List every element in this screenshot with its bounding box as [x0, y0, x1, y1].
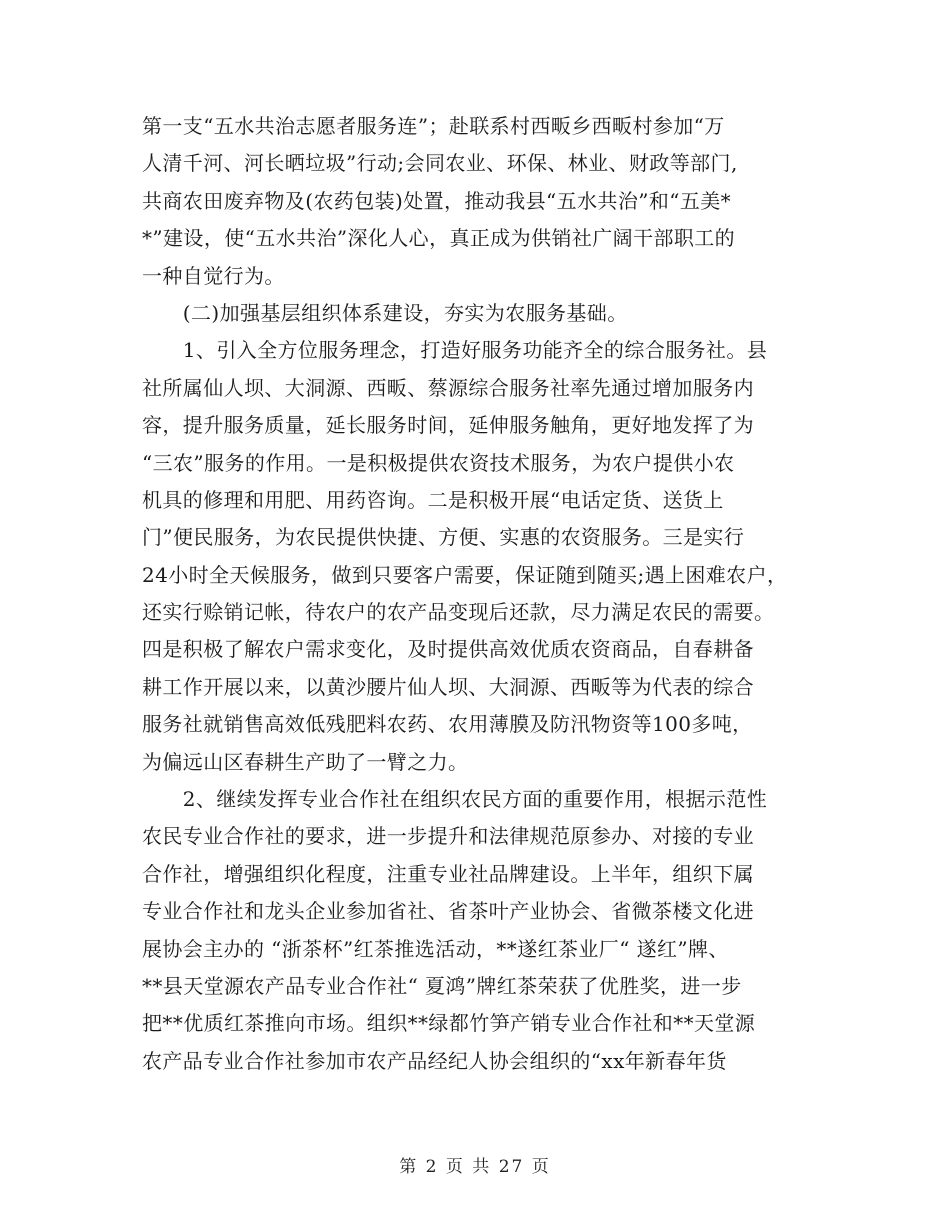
text-line: 第一支“五水共治志愿者服务连”；赴联系村西畈乡西畈村参加“万 — [142, 114, 725, 138]
text-line: 容，提升服务质量，延长服务时间，延伸服务触角，更好地发挥了为 — [142, 413, 754, 438]
text-line: “三农”服务的作用。一是积极提供农资技术服务，为农户提供小农 — [142, 450, 735, 475]
text-line: 一种自觉行为。 — [142, 263, 285, 288]
text-line: 人清千河、河长晒垃圾”行动;会同农业、环保、林业、财政等部门, — [142, 151, 738, 176]
text-line: *”建设，使“五水共治”深化人心，真正成为供销社广阔干部职工的 — [142, 226, 736, 251]
text-line: 门”便民服务，为农民提供快捷、方便、实惠的农资服务。三是实行 — [142, 525, 745, 550]
text-line: 耕工作开展以来，以黄沙腰片仙人坝、大洞源、西畈等为代表的综合 — [142, 674, 754, 699]
text-line: 24小时全天候服务，做到只要客户需要，保证随到随买;遇上困难农户， — [142, 562, 788, 587]
text-line: 服务社就销售高效低残肥料农药、农用薄膜及防汛物资等100多吨， — [142, 712, 753, 737]
text-line: **县天堂源农产品专业合作社“ 夏鸿”牌红茶荣获了优胜奖，进一步 — [142, 973, 742, 998]
text-line: 为偏远山区春耕生产助了一臂之力。 — [142, 749, 469, 774]
text-line: 还实行赊销记帐，待农户的农产品变现后还款，尽力满足农民的需要。 — [142, 600, 775, 625]
text-line: 机具的修理和用肥、用药咨询。二是积极开展“电话定货、送货上 — [142, 487, 724, 512]
text-line: 农产品专业合作社参加市农产品经纪人协会组织的“xx年新春年货 — [142, 1048, 727, 1073]
text-line: 合作社，增强组织化程度，注重专业社品牌建设。上半年，组织下属 — [142, 861, 754, 886]
section-heading: (二)加强基层组织体系建设，夯实为农服务基础。 — [142, 300, 628, 325]
body-text — [142, 108, 812, 1080]
text-line: 专业合作社和龙头企业参加省社、省茶叶产业协会、省微茶楼文化进 — [142, 899, 754, 924]
page-footer: 第 2 页 共 27 页 — [399, 1157, 551, 1177]
text-line: 社所属仙人坝、大洞源、西畈、蔡源综合服务社率先通过增加服务内 — [142, 375, 754, 400]
text-line: 共商农田废弃物及(农药包装)处置，推动我县“五水共治”和“五美* — [142, 188, 732, 213]
text-line: 展协会主办的 “浙茶杯”红茶推选活动，**遂红茶业厂“ 遂红”牌、 — [142, 936, 729, 961]
text-line: 四是积极了解农户需求变化，及时提供高效优质农资商品，自春耕备 — [142, 637, 754, 662]
text-line: 农民专业合作社的要求，进一步提升和法律规范原参办、对接的专业 — [142, 824, 754, 849]
text-line: 把**优质红茶推向市场。组织**绿都竹笋产销专业合作社和**天堂源 — [142, 1011, 756, 1036]
text-line: 1、引入全方位服务理念，打造好服务功能齐全的综合服务社。县 — [142, 338, 768, 363]
text-line: 2、继续发挥专业合作社在组织农民方面的重要作用，根据示范性 — [142, 787, 768, 812]
